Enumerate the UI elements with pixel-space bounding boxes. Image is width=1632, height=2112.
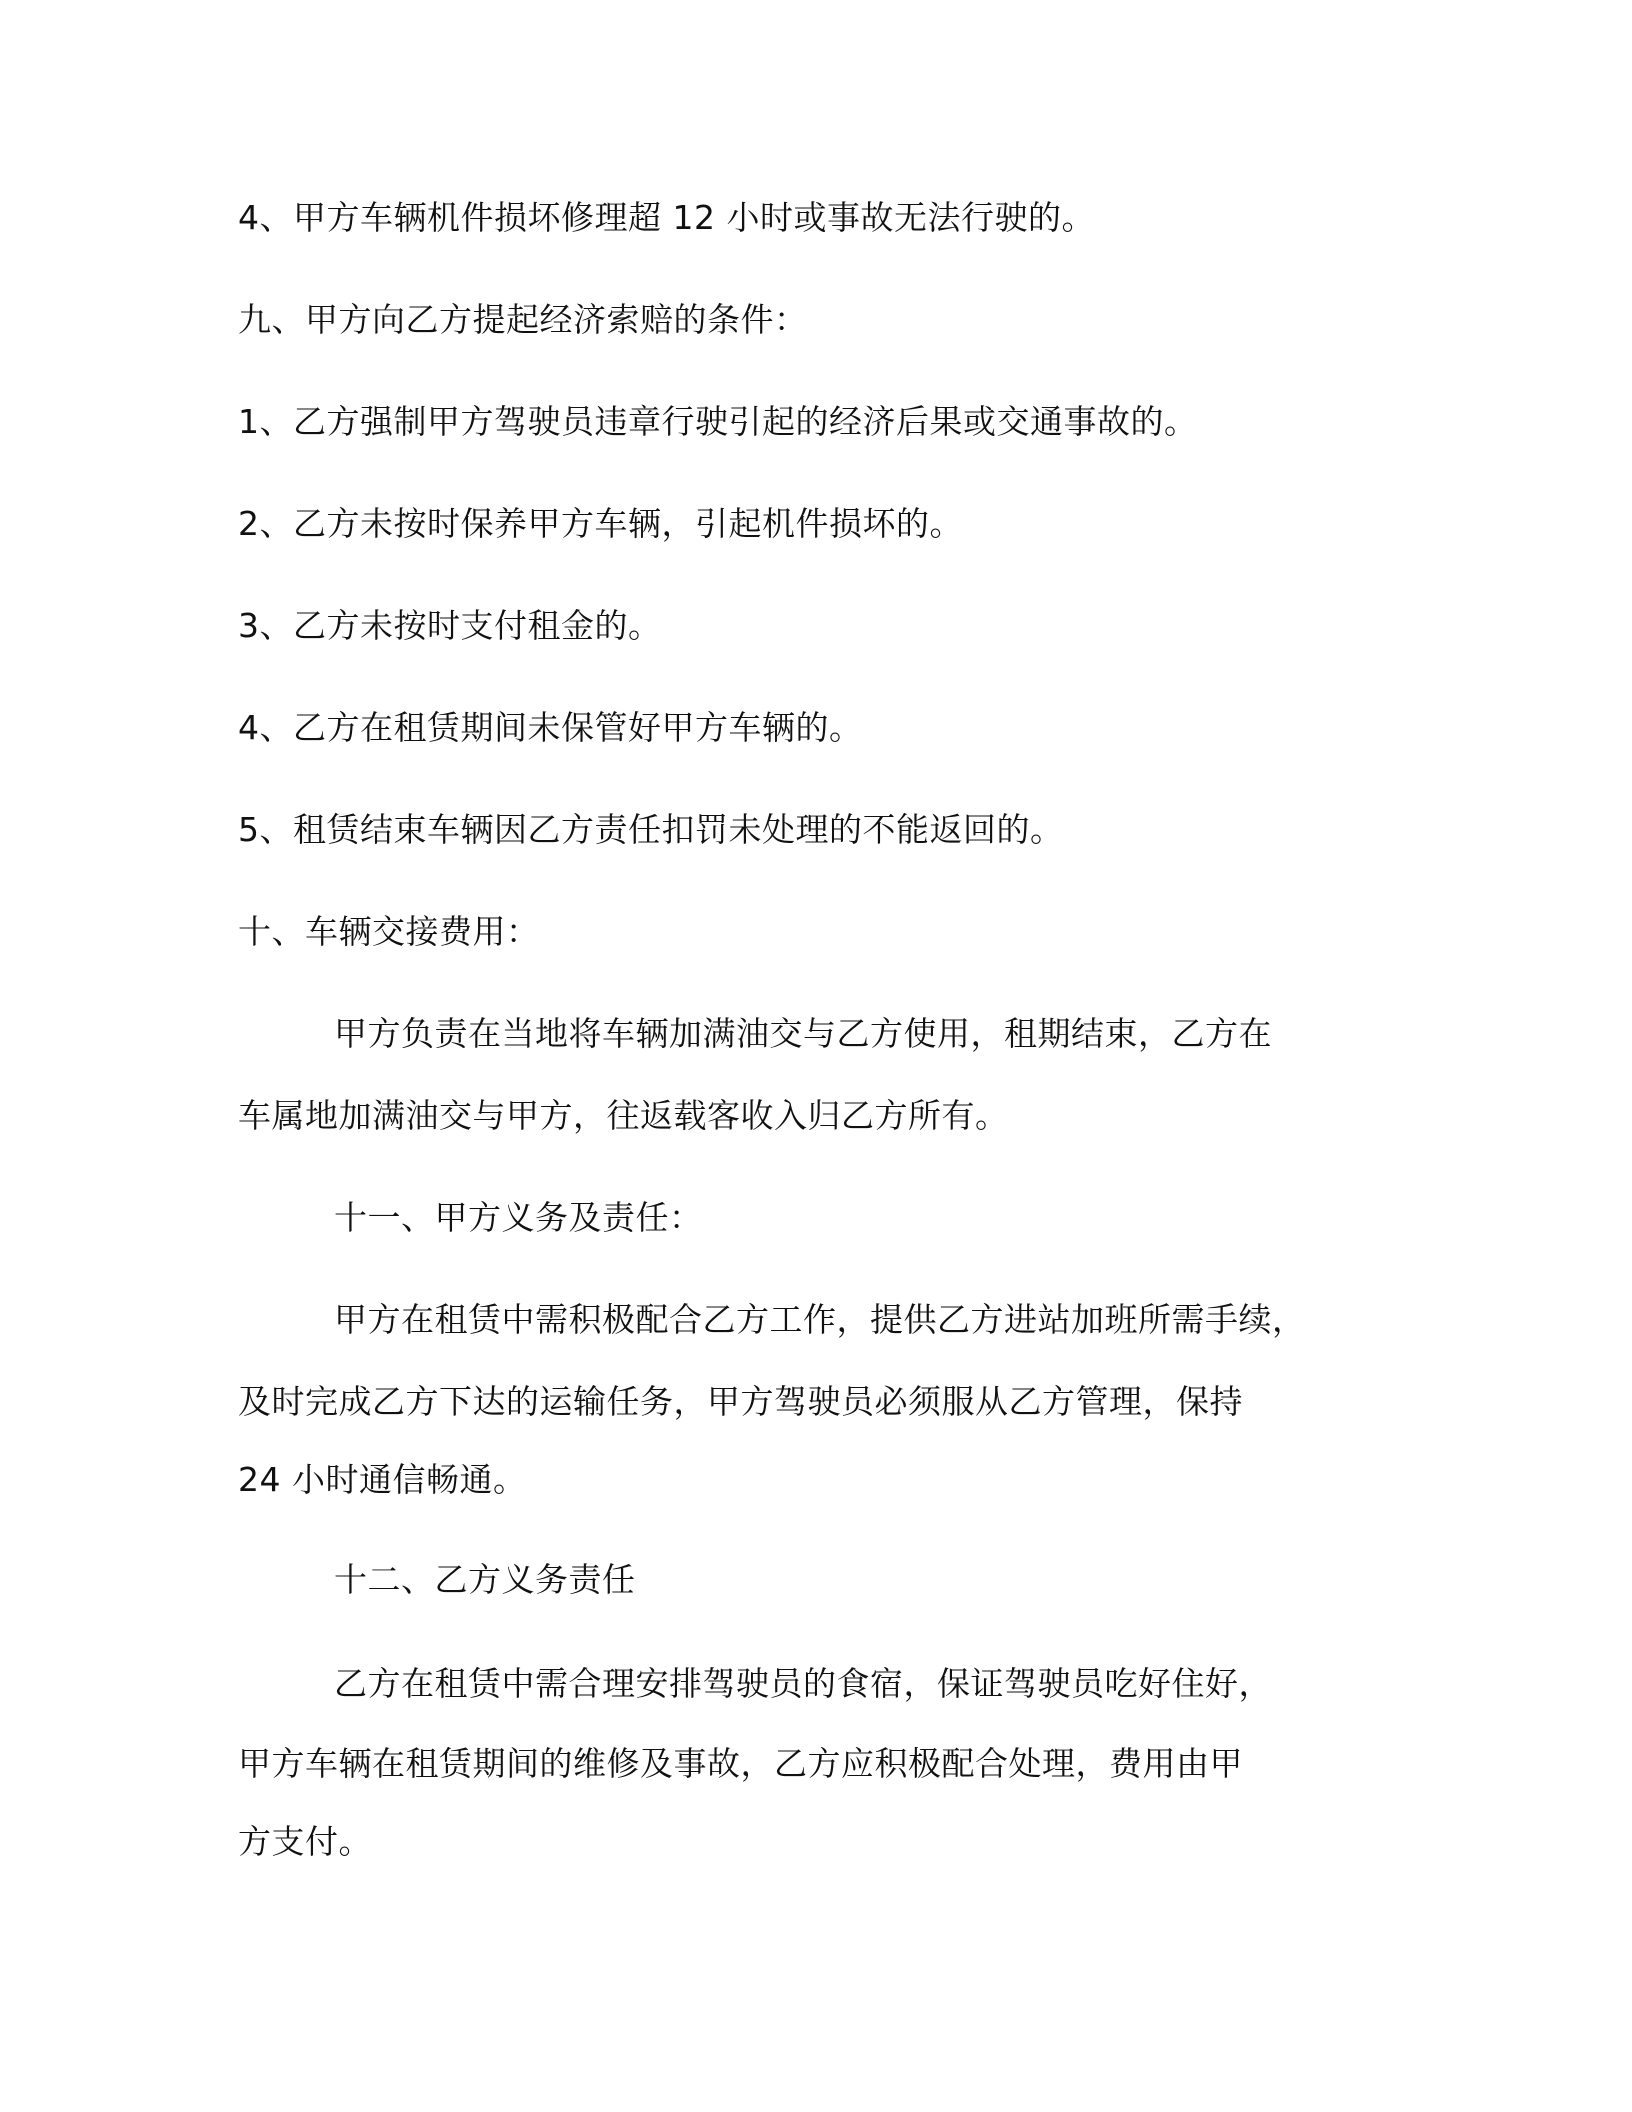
section-heading: 十、车辆交接费用：	[238, 912, 540, 951]
section-heading: 九、甲方向乙方提起经济索赔的条件：	[238, 300, 808, 339]
paragraph-line: 24 小时通信畅通。	[238, 1460, 527, 1499]
paragraph-line: 车属地加满油交与甲方，往返载客收入归乙方所有。	[238, 1096, 1009, 1135]
section-heading: 十一、甲方义务及责任：	[334, 1198, 703, 1237]
text-line: 4、甲方车辆机件损坏修理超 12 小时或事故无法行驶的。	[238, 198, 1095, 237]
paragraph-line: 方支付。	[238, 1822, 372, 1861]
text-line: 5、租赁结束车辆因乙方责任扣罚未处理的不能返回的。	[238, 810, 1064, 849]
paragraph-line: 乙方在租赁中需合理安排驾驶员的食宿，保证驾驶员吃好住好，	[334, 1664, 1272, 1703]
paragraph-line: 甲方在租赁中需积极配合乙方工作，提供乙方进站加班所需手续，	[334, 1300, 1306, 1339]
paragraph-line: 甲方车辆在租赁期间的维修及事故，乙方应积极配合处理，费用由甲	[238, 1744, 1243, 1783]
section-heading: 十二、乙方义务责任	[334, 1560, 636, 1599]
text-line: 2、乙方未按时保养甲方车辆，引起机件损坏的。	[238, 504, 963, 543]
text-line: 3、乙方未按时支付租金的。	[238, 606, 662, 645]
paragraph-line: 甲方负责在当地将车辆加满油交与乙方使用，租期结束，乙方在	[334, 1014, 1272, 1053]
paragraph-line: 及时完成乙方下达的运输任务，甲方驾驶员必须服从乙方管理，保持	[238, 1382, 1243, 1421]
text-line: 1、乙方强制甲方驾驶员违章行驶引起的经济后果或交通事故的。	[238, 402, 1198, 441]
text-line: 4、乙方在租赁期间未保管好甲方车辆的。	[238, 708, 863, 747]
